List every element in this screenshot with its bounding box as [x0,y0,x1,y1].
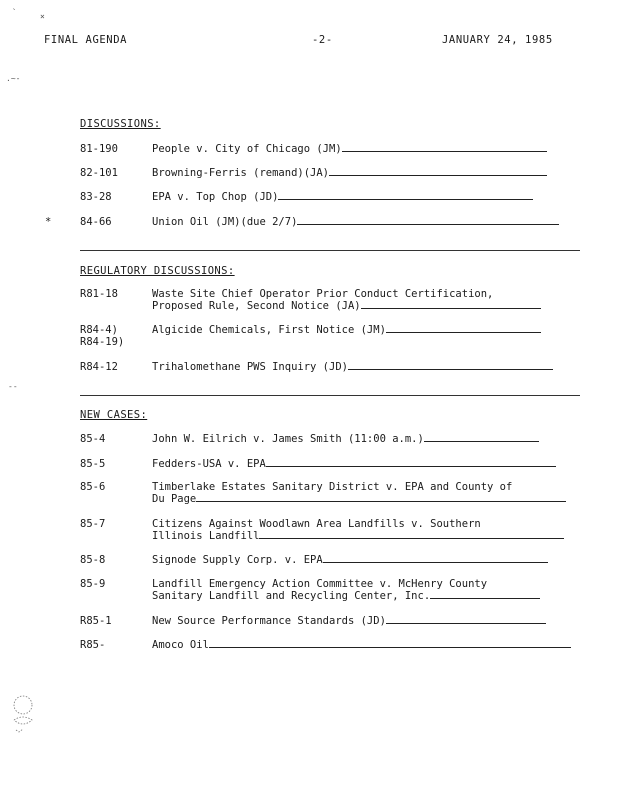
item-number: R85- [80,639,106,651]
fill-line [297,223,559,225]
fill-line [430,597,540,599]
scan-speck: × [40,12,45,21]
item-text: EPA v. Top Chop (JD) [152,191,279,203]
item-number: 82-101 [80,167,118,179]
fill-line [386,622,546,624]
item-text: Amoco Oil [152,639,209,651]
item-number: 81-190 [80,143,118,155]
fill-line [323,561,548,563]
item-text: Waste Site Chief Operator Prior Conduct Certification, [152,288,494,300]
header-date: JANUARY 24, 1985 [442,34,553,46]
item-number: R84-19) [80,336,125,348]
item-text: Illinois Landfill [152,530,260,542]
item-text: Du Page [152,493,197,505]
section-title-new-cases: NEW CASES: [80,409,148,421]
item-number: 85-5 [80,458,106,470]
item-text: New Source Performance Standards (JD) [152,615,386,627]
item-number: 85-8 [80,554,106,566]
item-number: R84-12 [80,361,118,373]
item-number: 83-28 [80,191,112,203]
item-number: R85-1 [80,615,112,627]
item-text: Browning-Ferris (remand)(JA) [152,167,330,179]
item-number: 85-4 [80,433,106,445]
header-left: FINAL AGENDA [44,34,128,46]
item-text: Sanitary Landfill and Recycling Center, Inc. [152,590,431,602]
item-text: Timberlake Estates Sanitary District v. EPA and County of [152,481,513,493]
fill-line [259,537,564,539]
fill-line [209,646,571,648]
scan-artifact-icon [6,690,40,736]
item-number: 85-7 [80,518,106,530]
scan-speck: -- [8,382,18,391]
section-divider [80,250,580,251]
fill-line [424,440,539,442]
fill-line [196,500,566,502]
item-text: Proposed Rule, Second Notice (JA) [152,300,361,312]
item-text: People v. City of Chicago (JM) [152,143,342,155]
fill-line [386,331,541,333]
header-page-number: -2- [312,34,333,46]
scan-speck: ` [12,8,17,17]
item-text: Landfill Emergency Action Committee v. McHenry County [152,578,488,590]
item-text: Algicide Chemicals, First Notice (JM) [152,324,386,336]
fill-line [348,368,553,370]
fill-line [266,465,556,467]
section-title-regulatory: REGULATORY DISCUSSIONS: [80,265,235,277]
section-divider [80,395,580,396]
fill-line [278,198,533,200]
item-text: Trihalomethane PWS Inquiry (JD) [152,361,348,373]
fill-line [342,150,547,152]
item-number: R84-4) [80,324,118,336]
item-text: Citizens Against Woodlawn Area Landfills v. Southern [152,518,481,530]
scan-speck: .~- [6,74,21,83]
priority-marker: * [45,216,52,228]
item-text: John W. Eilrich v. James Smith (11:00 a.m.) [152,433,424,445]
item-number: 85-9 [80,578,106,590]
fill-line [329,174,547,176]
item-text: Signode Supply Corp. v. EPA [152,554,323,566]
item-text: Union Oil (JM)(due 2/7) [152,216,298,228]
section-title-discussions: DISCUSSIONS: [80,118,161,130]
item-number: 84-66 [80,216,112,228]
item-number: 85-6 [80,481,106,493]
item-number: R81-18 [80,288,118,300]
fill-line [361,307,541,309]
item-text: Fedders-USA v. EPA [152,458,266,470]
